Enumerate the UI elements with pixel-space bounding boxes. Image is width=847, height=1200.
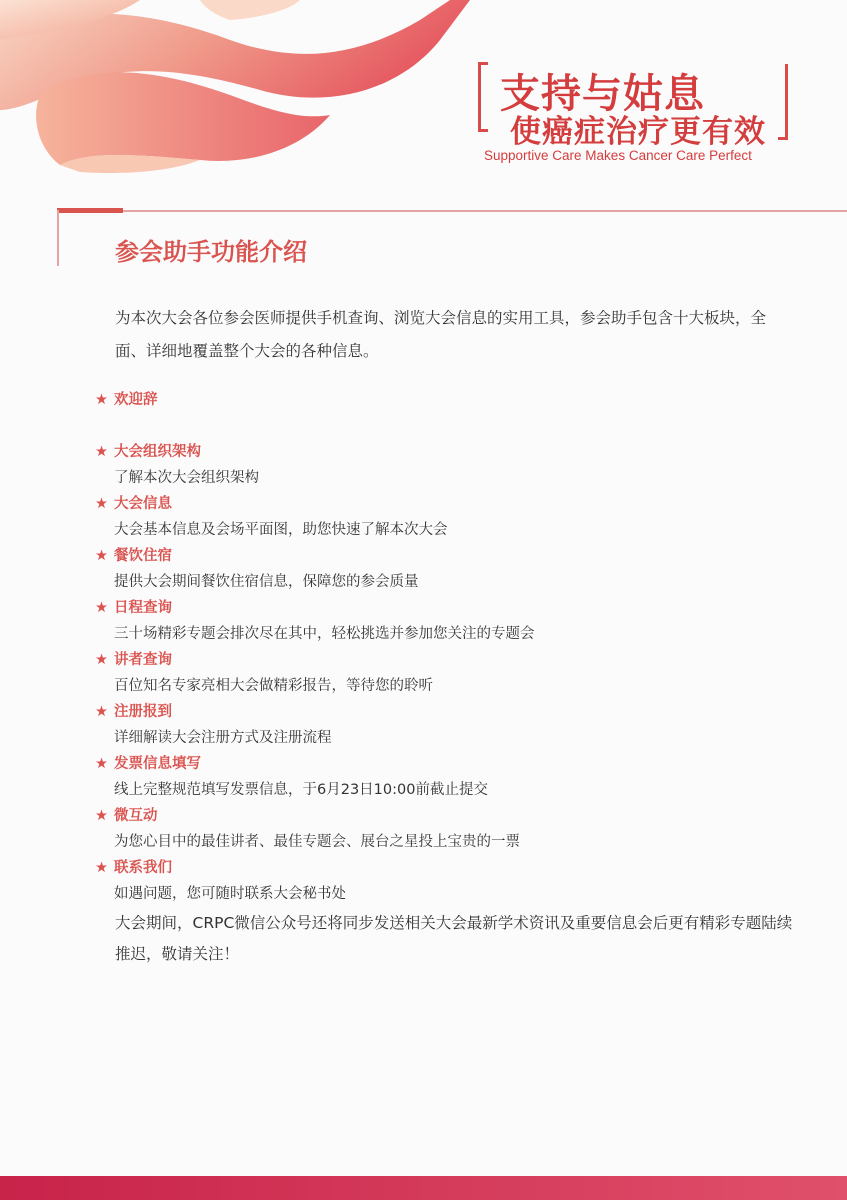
feature-description: 如遇问题，您可随时联系大会秘书处 [114,886,346,902]
feature-description: 三十场精彩专题会排次尽在其中，轻松挑选并参加您关注的专题会 [114,626,535,642]
feature-item [95,388,795,440]
star-icon: ★ [95,444,108,460]
star-icon: ★ [95,652,108,668]
feature-description: 百位知名专家亮相大会做精彩报告，等待您的聆听 [114,678,433,694]
bracket-right-decoration [778,64,788,140]
star-icon: ★ [95,808,108,824]
feature-title: 微互动 [114,808,158,824]
feature-item [95,804,795,856]
star-icon: ★ [95,704,108,720]
feature-description: 详细解读大会注册方式及注册流程 [114,730,332,746]
feature-description: 为您心目中的最佳讲者、最佳专题会、展台之星投上宝贵的一票 [114,834,520,850]
feature-item [95,752,795,804]
ribbon-decoration [0,0,470,175]
feature-description: 了解本次大会组织架构 [114,470,259,486]
brand-logo [478,58,798,176]
section-divider [57,210,847,212]
section-divider-accent [57,208,123,213]
feature-description: 大会基本信息及会场平面图，助您快速了解本次大会 [114,522,448,538]
star-icon: ★ [95,548,108,564]
intro-paragraph: 为本次大会各位参会医师提供手机查询、浏览大会信息的实用工具，参会助手包含十大板块，全面、详细地覆盖整个大会的各种信息。 [115,309,767,360]
feature-item [95,492,795,544]
feature-title: 讲者查询 [114,652,172,668]
star-icon: ★ [95,756,108,772]
feature-title: 欢迎辞 [114,392,158,408]
bracket-left-decoration [478,62,488,132]
section-title: 参会助手功能介绍 [115,238,307,266]
feature-item [95,544,795,596]
feature-item [95,856,795,908]
feature-description: 线上完整规范填写发票信息，于6月23日10:00前截止提交 [114,782,488,798]
feature-item [95,648,795,700]
feature-title: 发票信息填写 [114,756,201,772]
feature-title: 大会信息 [114,496,172,512]
feature-list [95,388,795,908]
brand-title: 支持与姑息 [500,71,705,117]
closing-paragraph: 大会期间，CRPC微信公众号还将同步发送相关大会最新学术资讯及重要信息会后更有精彩专题陆续推迟，敬请关注！ [115,914,793,963]
star-icon: ★ [95,600,108,616]
feature-title: 联系我们 [114,860,172,876]
feature-item [95,700,795,752]
star-icon: ★ [95,496,108,512]
feature-title: 餐饮住宿 [114,548,172,564]
brand-english-tagline: Supportive Care Makes Cancer Care Perfect [484,148,752,163]
footer-bar [0,1176,847,1200]
star-icon: ★ [95,392,108,408]
brand-subtitle: 使癌症治疗更有效 [510,114,766,150]
feature-title: 大会组织架构 [114,444,201,460]
feature-title: 注册报到 [114,704,172,720]
feature-item [95,596,795,648]
feature-item [95,440,795,492]
star-icon: ★ [95,860,108,876]
feature-title: 日程查询 [114,600,172,616]
section-side-rule [57,210,59,266]
feature-description: 提供大会期间餐饮住宿信息，保障您的参会质量 [114,574,419,590]
